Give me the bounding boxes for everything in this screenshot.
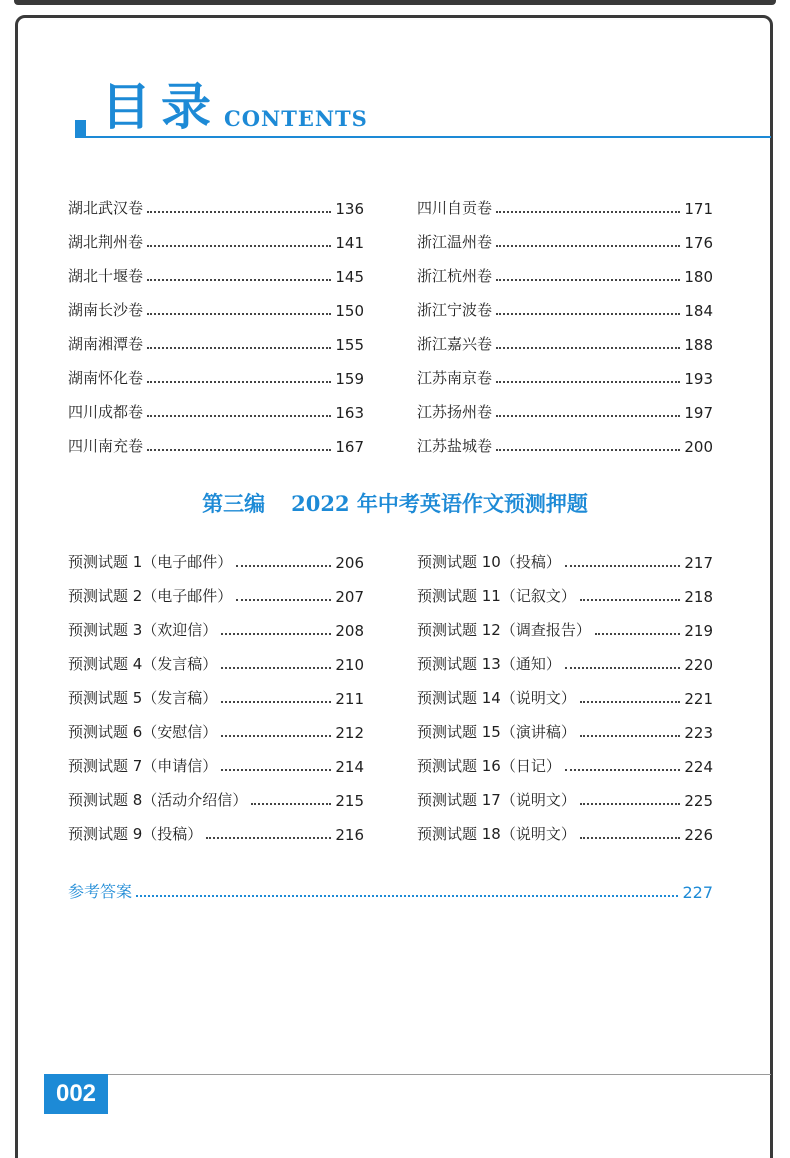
toc-leader-dots xyxy=(595,633,681,635)
toc-entry-page: 171 xyxy=(684,200,713,218)
toc-entry-page: 212 xyxy=(335,724,364,742)
toc-entry-label: 湖北荆州卷 xyxy=(68,233,144,251)
toc-entry[interactable] xyxy=(417,708,713,742)
toc-leader-dots xyxy=(147,279,331,281)
toc-entry-label: 湖南湘潭卷 xyxy=(68,335,144,353)
toc-entry-page: 219 xyxy=(684,622,713,640)
toc-section1-left xyxy=(68,184,364,456)
toc-entry-page: 211 xyxy=(335,690,364,708)
toc-entry-page: 180 xyxy=(684,268,713,286)
toc-leader-dots xyxy=(580,701,681,703)
toc-leader-dots xyxy=(496,347,680,349)
toc-entry-page: 155 xyxy=(335,336,364,354)
toc-entry[interactable] xyxy=(68,422,364,456)
toc-leader-dots xyxy=(580,735,681,737)
toc-entry-page: 176 xyxy=(684,234,713,252)
toc-entry[interactable] xyxy=(417,810,713,844)
toc-leader-dots xyxy=(496,381,680,383)
toc-leader-dots xyxy=(496,313,680,315)
toc-entry[interactable] xyxy=(417,422,713,456)
toc-leader-dots xyxy=(147,415,331,417)
toc-entry[interactable] xyxy=(68,742,364,776)
toc-leader-dots xyxy=(147,347,331,349)
toc-entry-label: 四川成都卷 xyxy=(68,403,144,421)
toc-leader-dots xyxy=(206,837,331,839)
toc-entry-page: 225 xyxy=(684,792,713,810)
toc-entry-page: 208 xyxy=(335,622,364,640)
toc-entry[interactable] xyxy=(68,810,364,844)
section-heading xyxy=(0,488,790,518)
toc-entry-label: 预测试题 17（说明文） xyxy=(417,791,576,809)
toc-entry-page: 220 xyxy=(684,656,713,674)
toc-entry-page: 210 xyxy=(335,656,364,674)
toc-leader-dots xyxy=(136,895,678,897)
toc-entry-label: 浙江温州卷 xyxy=(417,233,493,251)
toc-entry-label: 预测试题 16（日记） xyxy=(417,757,561,775)
toc-entry[interactable] xyxy=(417,388,713,422)
toc-entry-label: 预测试题 13（通知） xyxy=(417,655,561,673)
toc-entry-label: 浙江宁波卷 xyxy=(417,301,493,319)
toc-entry-label: 湖南长沙卷 xyxy=(68,301,144,319)
toc-entry[interactable] xyxy=(68,286,364,320)
toc-entry-page: 188 xyxy=(684,336,713,354)
toc-entry[interactable] xyxy=(417,252,713,286)
toc-entry-page: 226 xyxy=(684,826,713,844)
toc-entry[interactable] xyxy=(68,388,364,422)
toc-answers-entry[interactable] xyxy=(68,872,713,902)
toc-leader-dots xyxy=(251,803,331,805)
toc-entry-page: 224 xyxy=(684,758,713,776)
toc-entry-page: 141 xyxy=(335,234,364,252)
toc-entry[interactable] xyxy=(68,640,364,674)
toc-entry-page: 223 xyxy=(684,724,713,742)
toc-entry[interactable] xyxy=(417,606,713,640)
section-part-label: 第三编 xyxy=(202,491,266,516)
toc-leader-dots xyxy=(236,599,331,601)
toc-entry-label: 四川南充卷 xyxy=(68,437,144,455)
toc-entry-page: 227 xyxy=(682,883,713,902)
toc-leader-dots xyxy=(496,449,680,451)
toc-entry-page: 207 xyxy=(335,588,364,606)
toc-entry-label: 江苏盐城卷 xyxy=(417,437,493,455)
toc-leader-dots xyxy=(221,735,331,737)
toc-entry-label: 湖北武汉卷 xyxy=(68,199,144,217)
toc-leader-dots xyxy=(580,599,681,601)
toc-entry[interactable] xyxy=(417,742,713,776)
footer-rule xyxy=(44,1074,771,1075)
toc-entry-label: 四川自贡卷 xyxy=(417,199,493,217)
toc-leader-dots xyxy=(221,769,331,771)
toc-entry-page: 221 xyxy=(684,690,713,708)
toc-entry-label: 预测试题 6（安慰信） xyxy=(68,723,218,741)
toc-entry-label: 湖北十堰卷 xyxy=(68,267,144,285)
toc-entry[interactable] xyxy=(68,776,364,810)
toc-entry-label: 预测试题 3（欢迎信） xyxy=(68,621,218,639)
toc-entry[interactable] xyxy=(68,572,364,606)
toc-entry-page: 214 xyxy=(335,758,364,776)
toc-entry[interactable] xyxy=(68,354,364,388)
toc-entry-page: 167 xyxy=(335,438,364,456)
toc-leader-dots xyxy=(565,769,681,771)
toc-entry[interactable] xyxy=(68,252,364,286)
toc-leader-dots xyxy=(496,279,680,281)
toc-entry[interactable] xyxy=(417,538,713,572)
page-number-badge: 002 xyxy=(44,1074,108,1114)
toc-leader-dots xyxy=(580,837,681,839)
toc-entry-page: 216 xyxy=(335,826,364,844)
toc-entry-label: 预测试题 18（说明文） xyxy=(417,825,576,843)
toc-entry-page: 193 xyxy=(684,370,713,388)
toc-entry-label: 江苏扬州卷 xyxy=(417,403,493,421)
toc-leader-dots xyxy=(221,633,331,635)
top-border-strip xyxy=(14,0,776,5)
toc-entry[interactable] xyxy=(68,218,364,252)
toc-entry-page: 200 xyxy=(684,438,713,456)
toc-entry-label: 预测试题 11（记叙文） xyxy=(417,587,576,605)
toc-leader-dots xyxy=(580,803,681,805)
toc-entry[interactable] xyxy=(417,184,713,218)
toc-entry[interactable] xyxy=(417,776,713,810)
toc-section2-right xyxy=(417,538,713,844)
toc-entry-label: 预测试题 15（演讲稿） xyxy=(417,723,576,741)
section-title: 2022 年中考英语作文预测押题 xyxy=(291,491,588,516)
toc-entry-label: 预测试题 9（投稿） xyxy=(68,825,203,843)
toc-entry-label: 预测试题 10（投稿） xyxy=(417,553,561,571)
toc-entry-page: 163 xyxy=(335,404,364,422)
toc-entry[interactable] xyxy=(417,218,713,252)
toc-entry-page: 215 xyxy=(335,792,364,810)
toc-entry[interactable] xyxy=(417,572,713,606)
toc-section1-right xyxy=(417,184,713,456)
toc-entry-page: 218 xyxy=(684,588,713,606)
toc-entry-page: 184 xyxy=(684,302,713,320)
toc-entry-label: 预测试题 5（发言稿） xyxy=(68,689,218,707)
toc-entry-label: 预测试题 1（电子邮件） xyxy=(68,553,233,571)
toc-entry[interactable] xyxy=(68,538,364,572)
toc-leader-dots xyxy=(236,565,331,567)
toc-leader-dots xyxy=(221,667,331,669)
toc-entry-page: 217 xyxy=(684,554,713,572)
toc-entry-label: 湖南怀化卷 xyxy=(68,369,144,387)
toc-entry[interactable] xyxy=(417,640,713,674)
toc-entry[interactable] xyxy=(68,184,364,218)
toc-entry[interactable] xyxy=(68,606,364,640)
toc-entry-label: 预测试题 14（说明文） xyxy=(417,689,576,707)
toc-leader-dots xyxy=(496,245,680,247)
toc-entry-label: 浙江杭州卷 xyxy=(417,267,493,285)
toc-entry-page: 136 xyxy=(335,200,364,218)
toc-entry-page: 197 xyxy=(684,404,713,422)
toc-leader-dots xyxy=(147,245,331,247)
toc-entry-label: 预测试题 8（活动介绍信） xyxy=(68,791,248,809)
toc-entry-page: 150 xyxy=(335,302,364,320)
toc-entry[interactable] xyxy=(417,674,713,708)
toc-leader-dots xyxy=(496,415,680,417)
header-rule xyxy=(75,136,771,138)
toc-entry-page: 159 xyxy=(335,370,364,388)
toc-leader-dots xyxy=(565,565,681,567)
toc-entry-label: 预测试题 2（电子邮件） xyxy=(68,587,233,605)
toc-section2-left xyxy=(68,538,364,844)
toc-entry[interactable] xyxy=(68,320,364,354)
toc-leader-dots xyxy=(147,211,331,213)
toc-entry-page: 145 xyxy=(335,268,364,286)
page-subtitle: CONTENTS xyxy=(224,106,368,131)
toc-entry-label: 参考答案 xyxy=(68,882,133,901)
toc-entry-label: 预测试题 7（申请信） xyxy=(68,757,218,775)
toc-entry-label: 江苏南京卷 xyxy=(417,369,493,387)
toc-leader-dots xyxy=(565,667,681,669)
toc-entry[interactable] xyxy=(68,708,364,742)
toc-leader-dots xyxy=(221,701,331,703)
toc-entry-label: 预测试题 4（发言稿） xyxy=(68,655,218,673)
toc-entry[interactable] xyxy=(417,354,713,388)
toc-entry[interactable] xyxy=(68,674,364,708)
toc-leader-dots xyxy=(496,211,680,213)
toc-entry-page: 206 xyxy=(335,554,364,572)
page-title: 目录 xyxy=(101,78,221,136)
toc-leader-dots xyxy=(147,313,331,315)
toc-entry-label: 浙江嘉兴卷 xyxy=(417,335,493,353)
toc-entry[interactable] xyxy=(417,320,713,354)
toc-leader-dots xyxy=(147,381,331,383)
toc-leader-dots xyxy=(147,449,331,451)
toc-entry-label: 预测试题 12（调查报告） xyxy=(417,621,591,639)
toc-entry[interactable] xyxy=(417,286,713,320)
